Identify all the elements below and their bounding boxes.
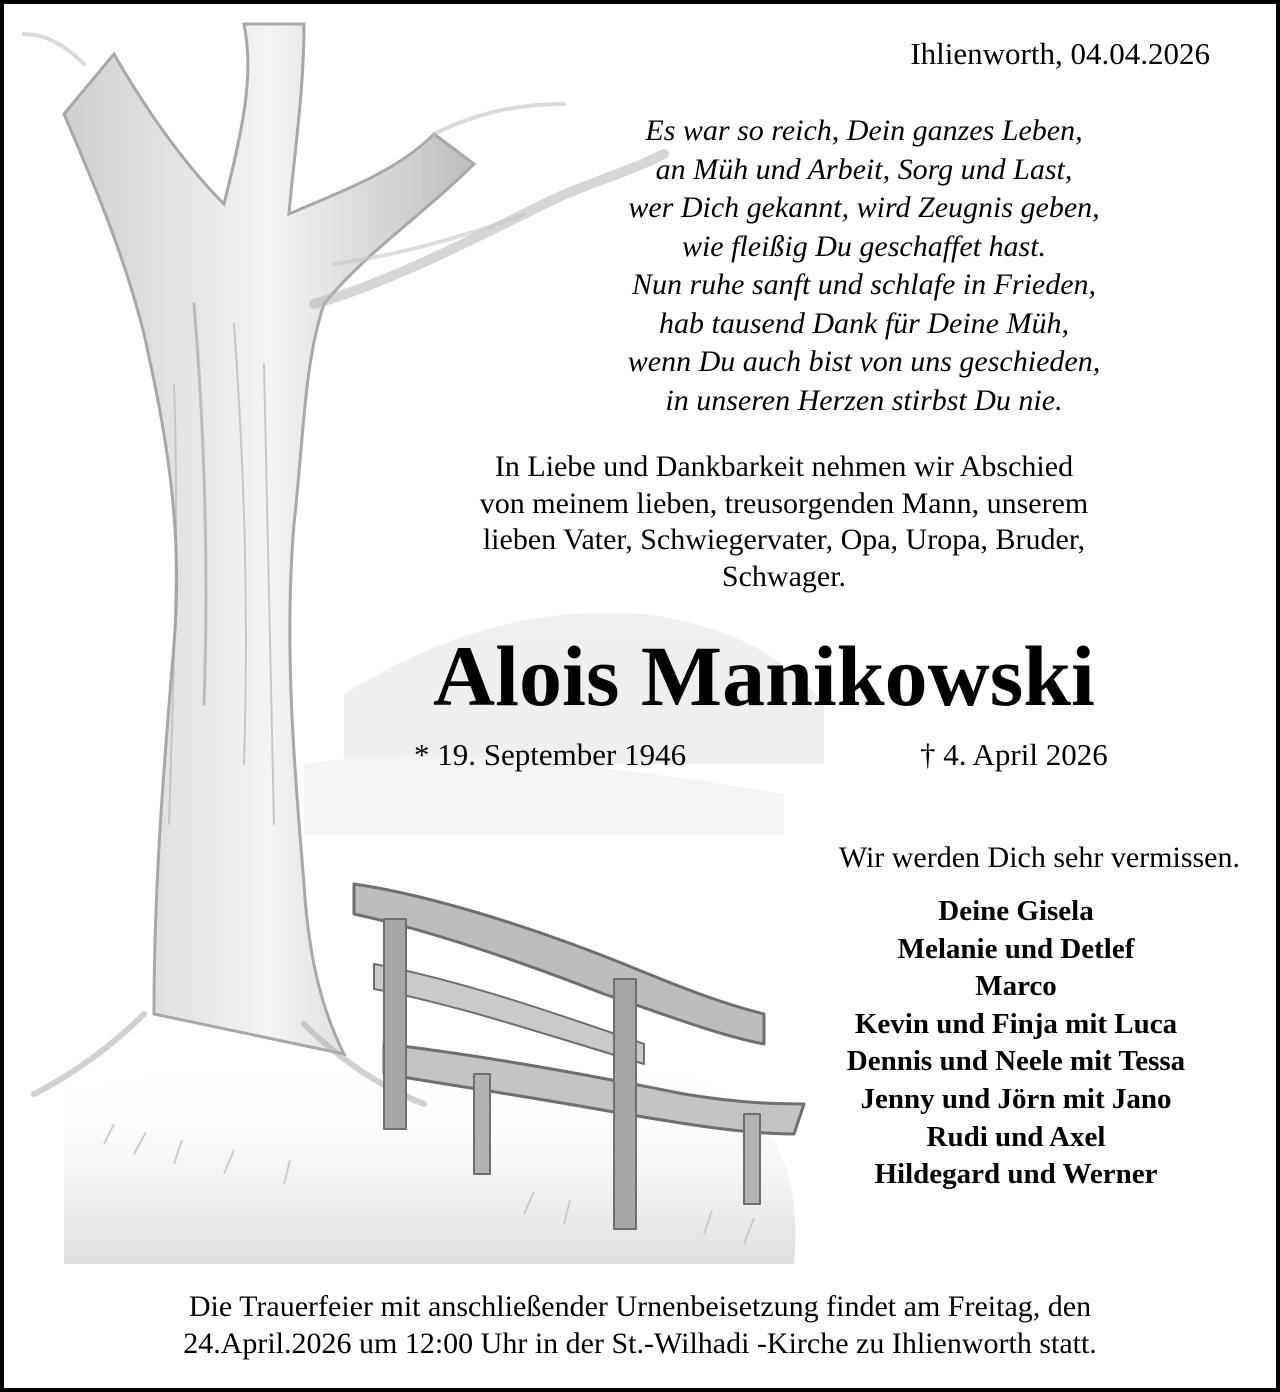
birth-date: * 19. September 1946 (414, 737, 687, 772)
family-member: Kevin und Finja mit Luca (854, 1007, 1178, 1040)
poem-line: hab tausend Dank für Deine Müh, (659, 306, 1069, 340)
funeral-notice (40, 1288, 1240, 1362)
intro-line: Schwager. (721, 559, 847, 593)
farewell-intro (434, 449, 1134, 595)
family-member: Melanie und Detlef (897, 932, 1135, 965)
poem-line: wenn Du auch bist von uns geschieden, (627, 345, 1101, 378)
poem-line: wer Dich gekannt, wird Zeugnis geben, (628, 191, 1100, 224)
family-member: Dennis und Neele mit Tessa (846, 1045, 1186, 1078)
poem-line: Nun ruhe sanft und schlafe in Frieden, (631, 268, 1097, 301)
memorial-poem (564, 112, 1164, 420)
poem-line: Es war so reich, Dein ganzes Leben, (645, 114, 1083, 147)
family-member: Hildegard und Werner (874, 1158, 1158, 1191)
family-member: Marco (975, 970, 1057, 1003)
family-member: Deine Gisela (938, 895, 1094, 927)
poem-line: wie fleißig Du geschaffet hast. (681, 229, 1047, 263)
place-and-date: Ihlienworth, 04.04.2026 (910, 36, 1210, 71)
deceased-name: Alois Manikowski (433, 628, 1095, 724)
family-member: Rudi und Axel (926, 1120, 1106, 1153)
family-signatures (766, 893, 1266, 1194)
intro-line: In Liebe und Dankbarkeit nehmen wir Abschied (494, 450, 1074, 483)
death-date: † 4. April 2026 (920, 737, 1108, 772)
funeral-line: 24.April.2026 um 12:00 Uhr in der St.-Wilhadi -Kirche zu Ihlienworth statt. (183, 1327, 1097, 1360)
closing-sentence: Wir werden Dich sehr vermissen. (838, 841, 1240, 874)
funeral-line: Die Trauerfeier mit anschließender Urnenbeisetzung findet am Freitag, den (188, 1290, 1092, 1323)
poem-line: in unseren Herzen stirbst Du nie. (665, 383, 1063, 417)
intro-line: lieben Vater, Schwiegervater, Opa, Uropa, Bruder, (482, 523, 1086, 556)
intro-line: von meinem lieben, treusorgenden Mann, unserem (479, 486, 1089, 520)
family-member: Jenny und Jörn mit Jano (860, 1082, 1172, 1115)
poem-line: an Müh und Arbeit, Sorg und Last, (655, 152, 1073, 186)
